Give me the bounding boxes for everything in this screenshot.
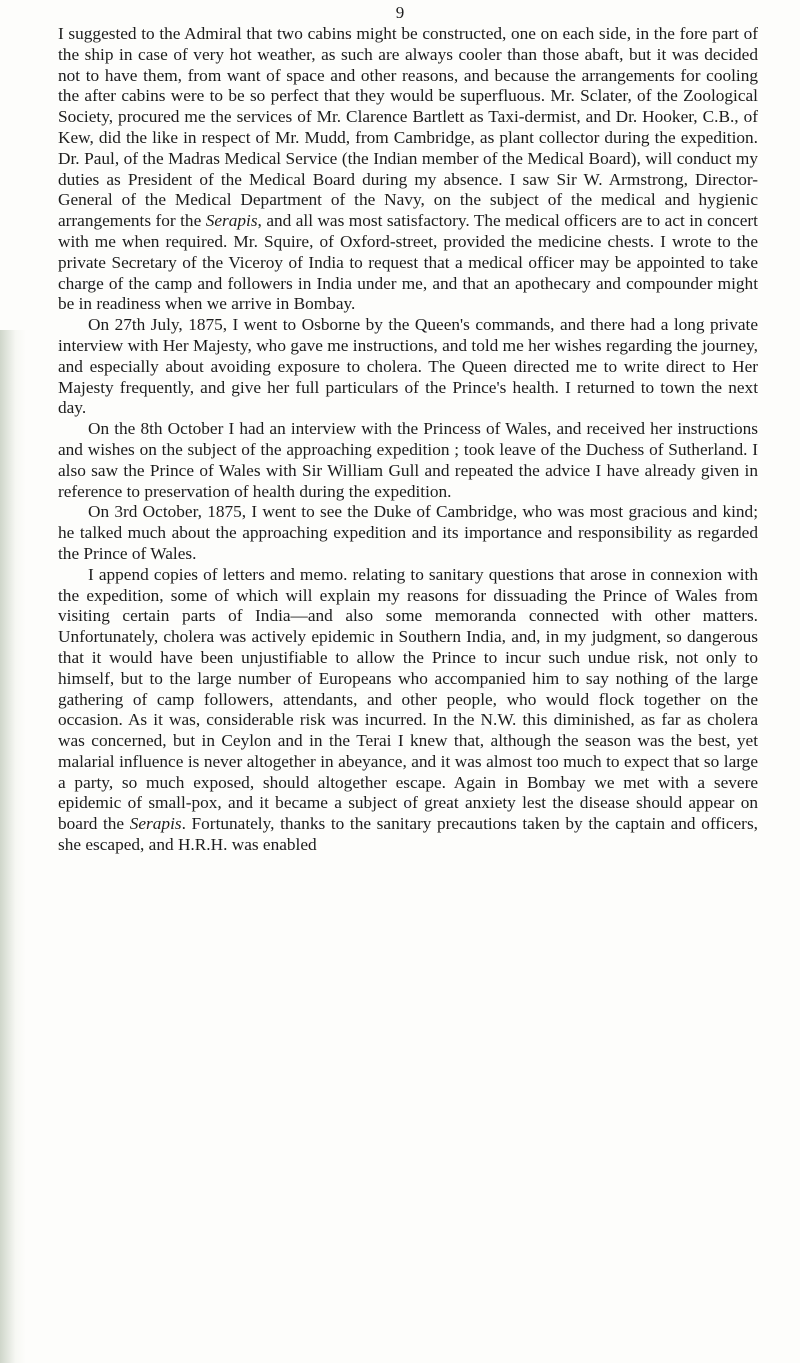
- page-number: 9: [395, 3, 405, 22]
- paragraph: On 3rd October, 1875, I went to see the Duke of Cambridge, who was most gracious and kind; he talked much about the approaching expedition and its importance and responsibility as regarded the Prince of Wales.: [58, 502, 758, 563]
- page-edge-shadow: [0, 330, 26, 1363]
- paragraph: I suggested to the Admiral that two cabins might be constructed, one on each side, in the fore part of the ship in case of very hot weather, as such are always cooler than those abaft, but it was decided not to have them, from want of space and other reasons, and because the arrangements for cooling the after cabins were to be so perfect that they would be superfluous. Mr. Sclater, of the Zoological Society, procured me the services of Mr. Clarence Bartlett as Taxi-dermist, and Dr. Hooker, C.B., of Kew, did the like in respect of Mr. Mudd, from Cambridge, as plant collector during the expedition. Dr. Paul, of the Madras Medical Service (the Indian member of the Medical Board), will conduct my duties as President of the Medical Board during my absence. I saw Sir W. Armstrong, Director-General of the Medical Department of the Navy, on the subject of the medical and hygienic arrangements for the Serapis, and all was most satisfactory. The medical officers are to act in concert with me when required. Mr. Squire, of Oxford-street, provided the medicine chests. I wrote to the private Secretary of the Viceroy of India to request that a medical officer may be appointed to take charge of the camp and followers in India under me, and that an apothecary and compounder might be in readiness when we arrive in Bombay.: [58, 24, 758, 314]
- body-text: [58, 24, 758, 856]
- paragraph: I append copies of letters and memo. relating to sanitary questions that arose in connexion with the expedition, some of which will explain my reasons for dissuading the Prince of Wales from visiting certain parts of India—and also some memoranda connected with other matters. Unfortunately, cholera was actively epidemic in Southern India, and, in my judgment, so dangerous that it would have been unjustifiable to allow the Prince to incur such undue risk, not only to himself, but to the large number of Europeans who accompanied him to say nothing of the large gathering of camp followers, attendants, and other people, who would flock together on the occasion. As it was, considerable risk was incurred. In the N.W. this diminished, as far as cholera was concerned, but in Ceylon and in the Terai I knew that, although the season was the best, yet malarial influence is never altogether in abeyance, and it was almost too much to expect that so large a party, so much exposed, should altogether escape. Again in Bombay we met with a severe epidemic of small-pox, and it became a subject of great anxiety lest the disease should appear on board the Serapis. Fortunately, thanks to the sanitary precautions taken by the captain and officers, she escaped, and H.R.H. was enabled: [58, 564, 758, 855]
- paragraph: On 27th July, 1875, I went to Osborne by the Queen's commands, and there had a long private interview with Her Majesty, who gave me instructions, and told me her wishes regarding the journey, and especially about avoiding exposure to cholera. The Queen directed me to write direct to Her Majesty frequently, and give her full particulars of the Prince's health. I returned to town the next day.: [58, 315, 758, 418]
- ship-name: Serapis: [205, 211, 258, 231]
- ship-name: Serapis: [129, 814, 182, 834]
- paragraph: On the 8th October I had an interview with the Princess of Wales, and received her instructions and wishes on the subject of the approaching expedition ; took leave of the Duchess of Sutherland. I also saw the Prince of Wales with Sir William Gull and repeated the advice I have already given in reference to preservation of health during the expedition.: [58, 419, 758, 501]
